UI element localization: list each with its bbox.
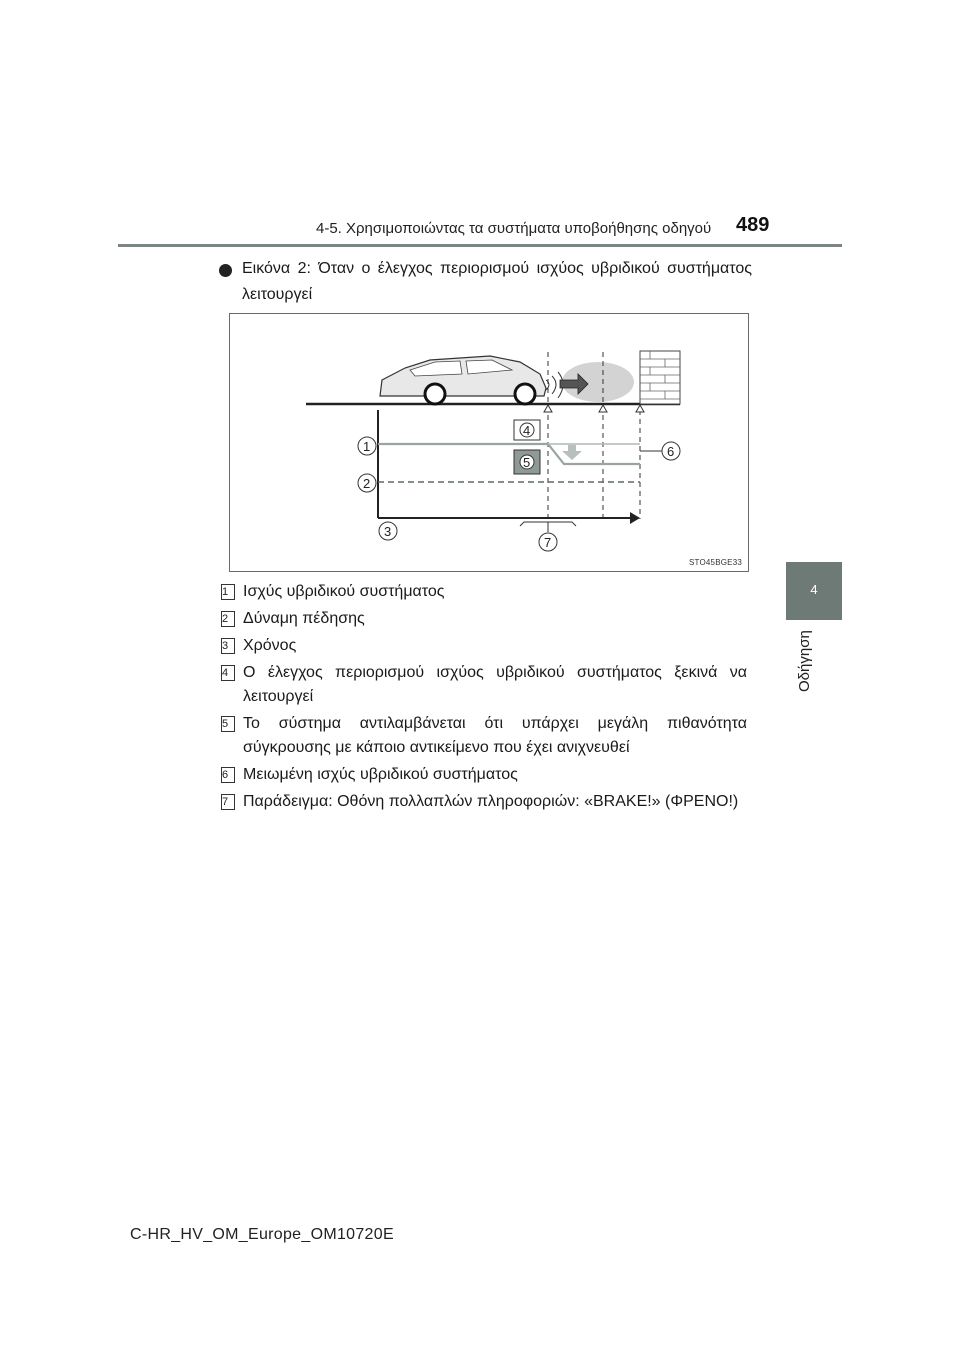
legend-item xyxy=(221,712,747,760)
callout-1-label: 1 xyxy=(363,439,371,454)
document-code: C-HR_HV_OM_Europe_OM10720E xyxy=(130,1226,394,1243)
brick-wall-icon xyxy=(640,351,680,404)
callout-4 xyxy=(514,420,540,440)
legend-number: 1 xyxy=(221,584,235,600)
callout-2 xyxy=(358,474,376,492)
callout-labels xyxy=(358,420,680,551)
legend-number: 4 xyxy=(221,665,235,681)
legend-number: 6 xyxy=(221,767,235,783)
legend-item xyxy=(221,607,747,631)
chapter-label: Οδήγηση xyxy=(796,630,813,692)
callout-7 xyxy=(539,533,557,551)
legend-item xyxy=(221,790,747,814)
power-line xyxy=(378,444,640,464)
reduction-arrow-icon xyxy=(562,445,582,460)
legend-list xyxy=(221,580,747,817)
bullet-dot-icon xyxy=(219,264,232,277)
legend-number: 5 xyxy=(221,716,235,732)
illustration-drawing xyxy=(230,314,750,573)
callout-2-label: 2 xyxy=(363,476,371,491)
legend-text: Παράδειγμα: Οθόνη πολλαπλών πληροφοριών: «BRAKE!» (ΦΡΕΝΟ!) xyxy=(243,793,739,810)
bullet-text: Εικόνα 2: Όταν ο έλεγχος περιορισμού ισχύος υβριδικού συστήματος λειτουργεί xyxy=(242,260,752,303)
illustration xyxy=(229,313,749,572)
legend-number: 7 xyxy=(221,794,235,810)
timing-markers xyxy=(544,405,644,412)
callout-5 xyxy=(514,450,540,474)
legend-number: 2 xyxy=(221,611,235,627)
callout-3 xyxy=(379,522,397,540)
page-number: 489 xyxy=(736,214,770,236)
callout-3-label: 3 xyxy=(384,524,392,539)
legend-item xyxy=(221,580,747,604)
legend-number: 3 xyxy=(221,638,235,654)
legend-item xyxy=(221,634,747,658)
section-title: 4-5. Χρησιμοποιώντας τα συστήματα υποβοήθησης οδηγού xyxy=(316,220,712,237)
car-icon xyxy=(380,356,563,404)
figure-code: STO45BGE33 xyxy=(689,558,742,567)
chapter-tab-number: 4 xyxy=(810,582,818,597)
chapter-tab[interactable] xyxy=(786,562,842,620)
legend-item xyxy=(221,763,747,787)
legend-item xyxy=(221,661,747,709)
legend-text: Ο έλεγχος περιορισμού ισχύος υβριδικού συστήματος ξεκινά να λειτουργεί xyxy=(243,664,747,705)
legend-text: Το σύστημα αντιλαμβάνεται ότι υπάρχει μεγάλη πιθανότητα σύγκρουσης με κάποιο αντικείμενο που έχει ανιχνευθεί xyxy=(243,715,747,756)
callout-6 xyxy=(640,442,680,460)
time-axis-arrow-icon xyxy=(630,512,640,524)
callout-5-label: 5 xyxy=(523,455,531,470)
callout-4-label: 4 xyxy=(523,423,531,438)
callout-1 xyxy=(358,437,376,455)
bullet-heading xyxy=(222,256,752,308)
callout-6-label: 6 xyxy=(667,444,675,459)
legend-text: Μειωμένη ισχύς υβριδικού συστήματος xyxy=(243,766,518,783)
legend-text: Ισχύς υβριδικού συστήματος xyxy=(243,583,445,600)
legend-text: Χρόνος xyxy=(243,637,297,654)
callout-7-label: 7 xyxy=(544,535,552,550)
header-divider xyxy=(118,244,842,247)
legend-text: Δύναμη πέδησης xyxy=(243,610,365,627)
